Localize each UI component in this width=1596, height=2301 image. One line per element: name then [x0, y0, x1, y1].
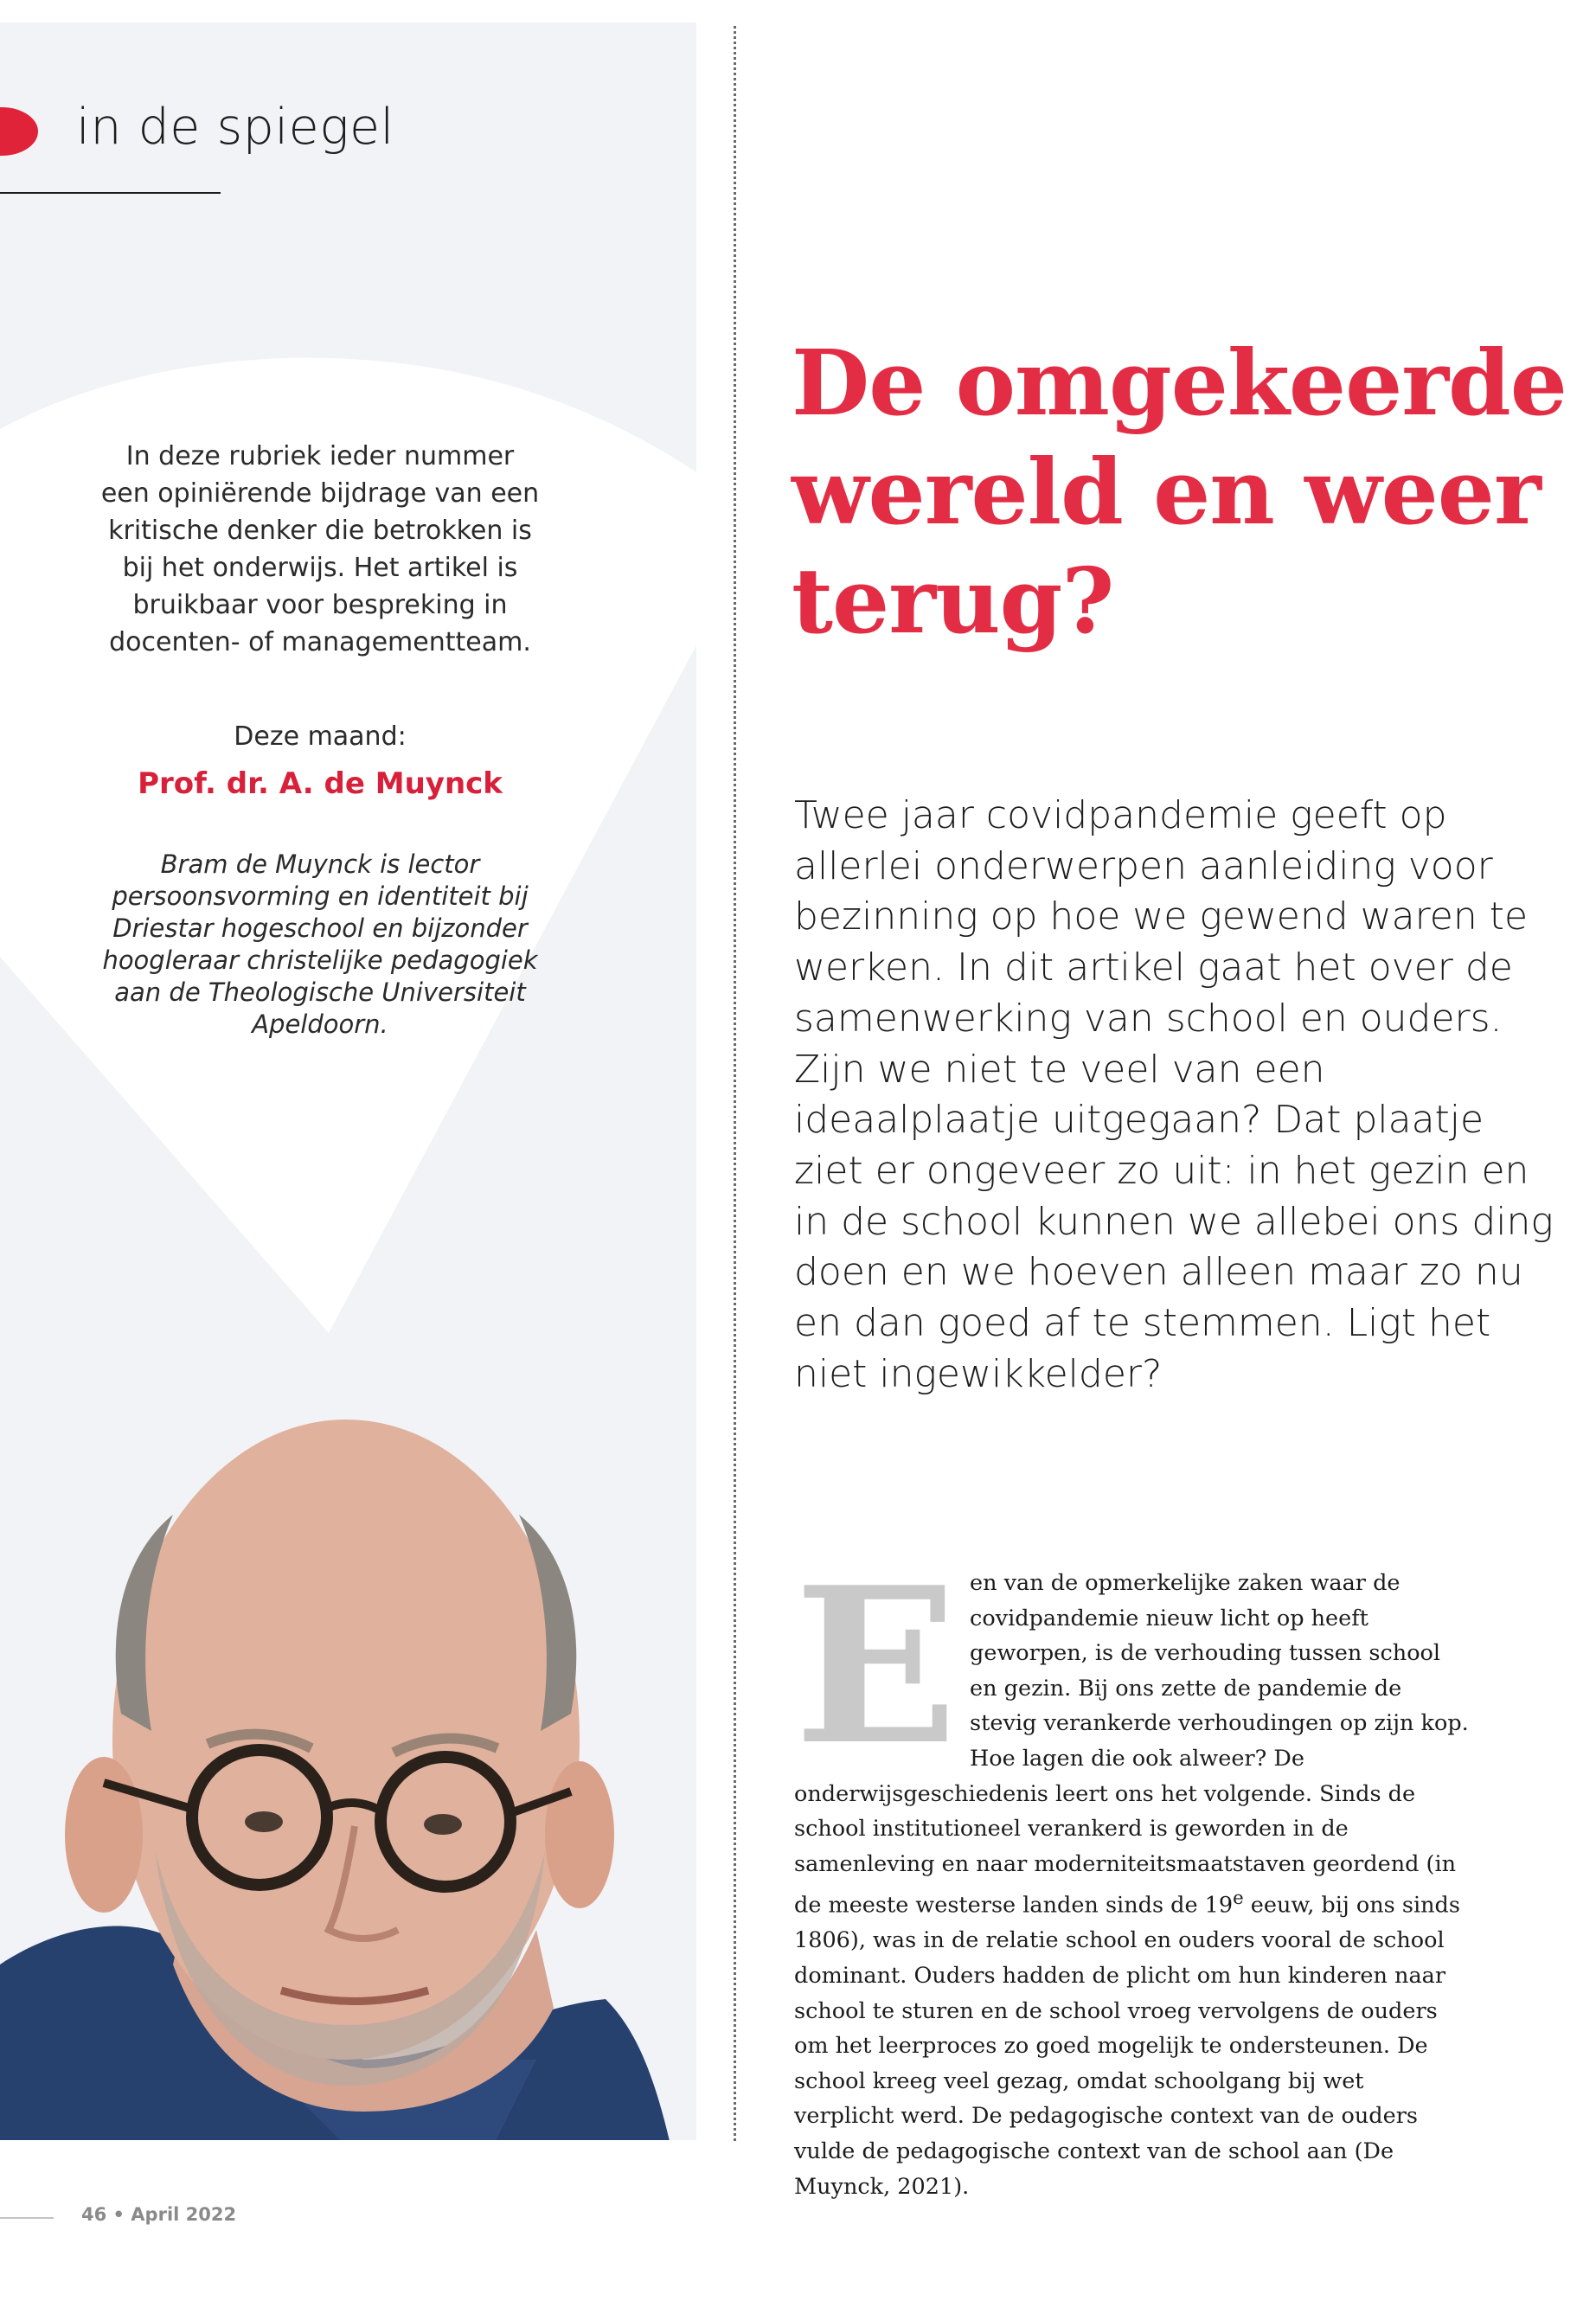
footer-separator: •: [112, 2204, 125, 2225]
author-bio: Bram de Muynck is lector persoonsvorming en identiteit bij Driestar hogeschool en bijzonder hoogleraar christelijke pedagogiek aan de Theologische Universiteit Apeldoorn.: [102, 849, 538, 1039]
column-divider: [734, 26, 736, 2141]
page-number: 46: [81, 2204, 107, 2225]
author-name: Prof. dr. A. de Muynck: [138, 766, 503, 801]
article-lead: Twee jaar covidpandemie geeft op allerlei onderwerpen aanleiding voor bezinning op hoe we gewend waren te werken. In dit artikel gaat het over de samenwerking van school en ouders. Zijn we niet te veel van een ideaalplaatje uitgegaan? Dat plaatje ziet er ongeveer zo uit: in het gezin en in de school kunnen we allebei ons ding doen en we hoeven alleen maar zo nu en dan goed af te stemmen. Ligt het niet ingewikkelder?: [794, 793, 1554, 1396]
issue-label: April 2022: [131, 2204, 237, 2225]
rubric-rule: [0, 192, 221, 194]
article-body-text-continued: eeuw, bij ons sinds 1806), was in de relatie school en ouders vooral de school dominant. Ouders hadden de plicht om hun kinderen naar school te sturen en de school vroeg vervolgens de ouders om het leerproces zo goed mogelijk te ondersteunen. De school kreeg veel gezag, omdat schoolgang bij wet verplicht werd. De pedagogische context van de ouders vulde de pedagogische context van de school aan (De Muynck, 2021).: [794, 1892, 1460, 2200]
rubric-title: in de spiegel: [76, 99, 394, 156]
sidebar-panel: [0, 22, 696, 2140]
month-label: Deze maand:: [234, 721, 407, 752]
drop-cap: E: [794, 1541, 958, 1792]
article-headline: De omgekeerde wereld en weer terug?: [792, 330, 1567, 654]
century-superscript: e: [1233, 1888, 1244, 1910]
page-footer: [81, 2204, 236, 2225]
author-portrait: [0, 1402, 696, 2140]
article-body: [794, 1541, 1469, 2204]
footer-rule: [0, 2217, 54, 2219]
article-body-text: en van de opmerkelijke zaken waar de covidpandemie nieuw licht op heeft geworpen, is de verhouding tussen school en gezin. Bij ons zette de pandemie de stevig verankerde verhoudingen op zijn kop. Hoe lagen die ook alweer? De onderwijsgeschiedenis leert ons het volgende. Sinds de school institutioneel verankerd is geworden in de samenleving en naar moderniteitsmaatstaven geordend (in de meeste westerse landen sinds de 19: [794, 1570, 1469, 1919]
rubric-intro: In deze rubriek ieder nummer een opiniërende bijdrage van een kritische denker die betrokken is bij het onderwijs. Het artikel is bruikbaar voor bespreking in docenten- of managementteam.: [100, 441, 540, 657]
